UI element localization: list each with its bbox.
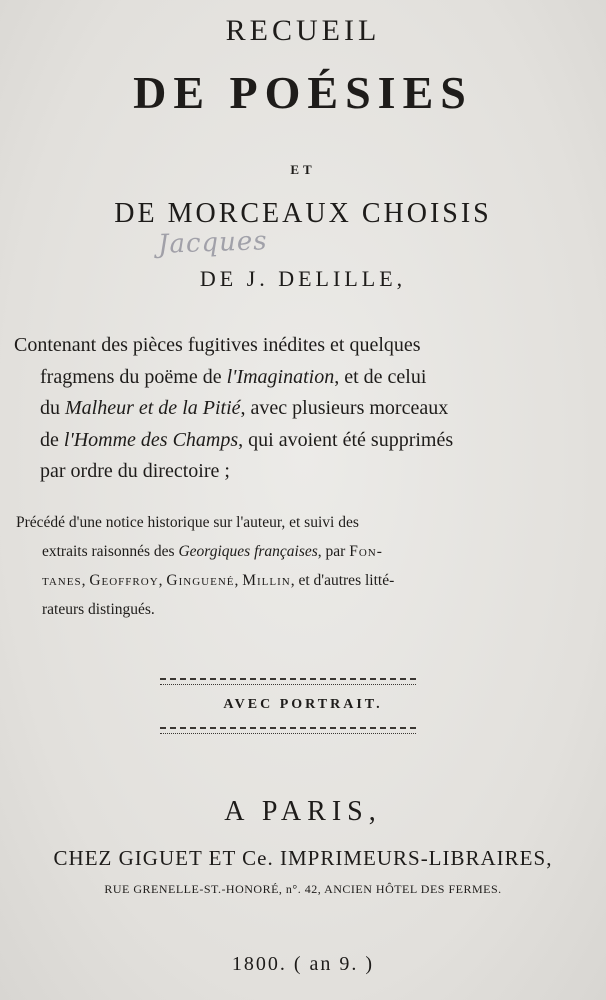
work-title-georgiques: Georgiques françaises [178, 543, 318, 560]
portrait-note: AVEC PORTRAIT. [223, 697, 383, 712]
work-title-homme-des-champs: l'Homme des Champs [63, 428, 239, 451]
description-paragraph [14, 330, 570, 488]
imprint-publisher: CHEZ GIGUET ET Ce. IMPRIMEURS-LIBRAIRES, [53, 846, 553, 870]
title-line-et: ET [290, 162, 316, 177]
preface-line: tanes, Geoffroy, Ginguené, Millin, et d'autres litté- [42, 572, 395, 589]
description-line: fragmens du poëme de l'Imagination, et de celui [40, 365, 427, 388]
imprint-city: A PARIS, [224, 796, 382, 827]
title-line-author: DE J. DELILLE, [199, 266, 407, 291]
title-line-poesies: DE POÉSIES [133, 67, 473, 118]
preface-line: extraits raisonnés des Georgiques françaises, par Fon- [42, 543, 383, 560]
preface-line: rateurs distingués. [42, 601, 155, 618]
imprint-date: 1800. ( an 9. ) [231, 953, 375, 975]
ornamental-rule-bottom [160, 727, 416, 734]
preface-paragraph [16, 508, 572, 624]
work-title-imagination: l'Imagination [226, 365, 335, 388]
description-line: par ordre du directoire ; [40, 460, 230, 482]
ornamental-rule-top [160, 678, 416, 685]
handwritten-annotation: Jacques [157, 226, 269, 260]
work-title-malheur: Malheur et de la Pitié [65, 397, 241, 419]
title-line-recueil: RECUEIL [225, 14, 381, 47]
description-line: Contenant des pièces fugitives inédites et quelques [14, 334, 421, 356]
imprint-address: RUE GRENELLE-ST.-HONORÉ, n°. 42, ANCIEN HÔTEL DES FERMES. [104, 882, 502, 896]
description-line: de l'Homme des Champs, qui avoient été supprimés [40, 428, 454, 451]
preface-line: Précédé d'une notice historique sur l'auteur, et suivi des [16, 514, 359, 531]
title-line-morceaux: DE MORCEAUX CHOISIS [114, 198, 492, 229]
description-line: du Malheur et de la Pitié, avec plusieurs morceaux [40, 397, 449, 419]
